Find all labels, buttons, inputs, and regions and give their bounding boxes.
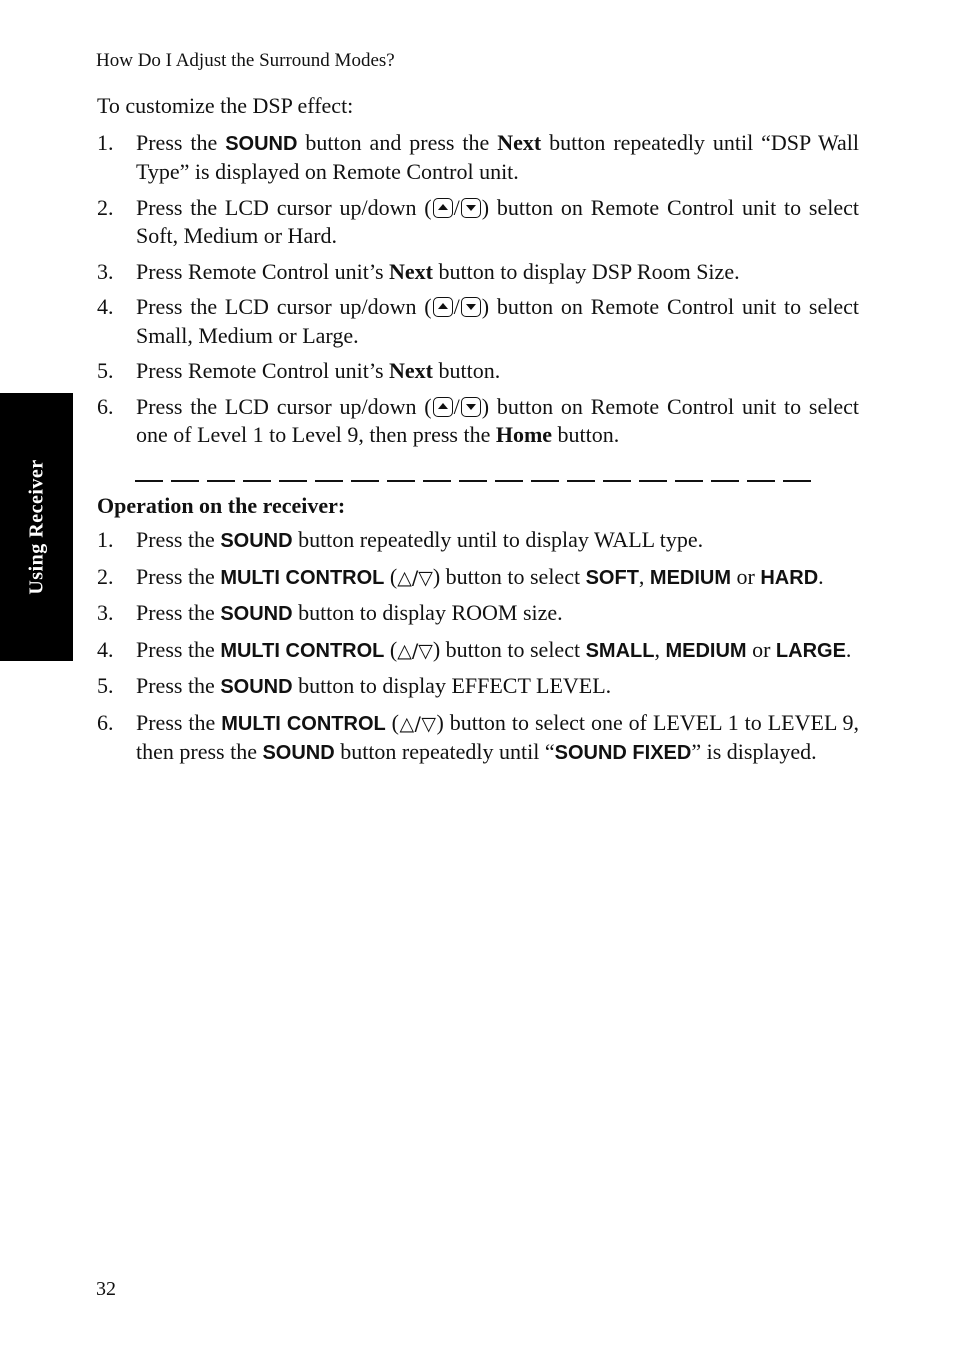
step-text: ) button to select	[432, 636, 586, 662]
step-text: /	[453, 194, 460, 220]
step-number: 4.	[97, 636, 114, 662]
step-text: Press the	[136, 129, 226, 155]
step-item	[97, 672, 859, 702]
step-number: 5.	[97, 358, 114, 383]
separator-dash	[783, 480, 811, 482]
separator-dash	[711, 480, 739, 482]
step-keyword: SOUND FIXED	[554, 742, 692, 764]
step-text: Press Remote Control unit’s	[136, 358, 389, 383]
step-number: 5.	[97, 673, 114, 698]
separator-dash	[639, 480, 667, 482]
step-item	[97, 129, 859, 187]
step-item	[97, 563, 859, 593]
side-tab-label: Using Receiver	[25, 459, 47, 595]
step-text: or	[746, 636, 776, 662]
separator-dash	[675, 480, 703, 482]
lcd-cursor-down-icon	[461, 397, 481, 417]
step-item	[97, 599, 859, 629]
step-keyword: Next	[389, 358, 433, 383]
step-text: Press the	[136, 600, 221, 625]
step-text: /	[453, 294, 460, 319]
step-item	[97, 357, 859, 386]
step-text: ,	[654, 636, 666, 662]
step-keyword: SOUND	[220, 530, 293, 552]
step-text: ,	[638, 563, 650, 589]
separator-dash	[531, 480, 559, 482]
step-keyword: Home	[495, 422, 553, 447]
step-text: Press the	[136, 527, 221, 552]
lcd-cursor-down-icon	[461, 198, 481, 218]
lcd-cursor-up-icon	[433, 198, 453, 218]
step-item	[97, 709, 859, 768]
step-number: 2.	[97, 194, 114, 220]
separator-dash	[135, 480, 163, 482]
receiver-steps	[97, 526, 859, 768]
step-keyword: △/▽	[397, 566, 433, 589]
step-text: button to display DSP Room Size.	[432, 258, 740, 284]
step-keyword: MULTI CONTROL	[220, 566, 385, 589]
step-item	[97, 258, 859, 287]
step-text: ) button to select one of LEVEL 1 to LEVEL 9, then press the	[136, 709, 860, 764]
step-keyword: HARD	[760, 566, 819, 589]
step-keyword: △/▽	[399, 712, 437, 735]
separator-dash	[279, 480, 307, 482]
lcd-cursor-up-icon	[433, 397, 453, 417]
step-item	[97, 393, 859, 450]
step-keyword: SOUND	[225, 132, 298, 155]
step-text: button repeatedly until “DSP Wall Type” is displayed on Remote Control unit.	[136, 129, 859, 184]
step-text: Press the LCD cursor up/down (	[136, 294, 432, 319]
step-text: button.	[552, 422, 620, 447]
step-text: Press the LCD cursor up/down (	[136, 194, 432, 220]
step-text: Press Remote Control unit’s	[136, 258, 389, 284]
step-item	[97, 526, 859, 556]
step-text: button to display ROOM size.	[292, 600, 563, 625]
step-text: (	[384, 563, 398, 589]
step-text: .	[845, 636, 852, 662]
step-text: button repeatedly until to display WALL type.	[292, 527, 704, 552]
step-text: (	[384, 636, 398, 662]
step-text: Press the	[136, 709, 222, 735]
step-number: 3.	[97, 258, 114, 284]
step-text: Press the	[136, 673, 221, 698]
step-number: 4.	[97, 294, 114, 319]
step-keyword: MULTI CONTROL	[221, 712, 386, 735]
step-text: button and press the	[297, 129, 498, 155]
step-item	[97, 636, 859, 666]
running-header: How Do I Adjust the Surround Modes?	[96, 50, 395, 71]
separator-dash	[603, 480, 631, 482]
step-text: /	[453, 393, 460, 419]
step-number: 1.	[97, 527, 114, 552]
step-keyword: Next	[389, 258, 433, 284]
step-keyword: MEDIUM	[649, 566, 732, 589]
step-number: 3.	[97, 600, 114, 625]
intro-text: To customize the DSP effect:	[97, 93, 354, 118]
step-number: 6.	[97, 393, 114, 419]
step-keyword: MULTI CONTROL	[220, 639, 385, 662]
step-keyword: SOUND	[220, 603, 293, 625]
step-text: ) button on Remote Control unit to select Soft, Medium or Hard.	[136, 194, 859, 248]
step-keyword: Next	[497, 129, 542, 155]
page-number: 32	[96, 1278, 116, 1300]
step-keyword: SOUND	[262, 742, 335, 764]
step-keyword: SOFT	[585, 566, 639, 589]
step-text: ” is displayed.	[691, 739, 817, 764]
step-text: button.	[432, 358, 501, 383]
separator-dash	[315, 480, 343, 482]
step-text: .	[818, 563, 824, 589]
step-keyword: MEDIUM	[665, 639, 747, 662]
remote-control-steps	[97, 129, 859, 450]
separator-dash	[243, 480, 271, 482]
separator-dash	[171, 480, 199, 482]
step-text: button repeatedly until “	[334, 739, 555, 764]
page-content	[97, 92, 859, 775]
separator-dash	[423, 480, 451, 482]
separator-dash	[567, 480, 595, 482]
section-separator	[135, 468, 859, 482]
step-text: Press the	[136, 563, 221, 589]
step-item	[97, 293, 859, 350]
separator-dash	[387, 480, 415, 482]
step-text: ) button on Remote Control unit to select one of Level 1 to Level 9, then press the	[136, 393, 859, 447]
step-keyword: △/▽	[397, 639, 433, 662]
step-keyword: LARGE	[775, 639, 846, 662]
step-text: button to display EFFECT LEVEL.	[292, 673, 612, 698]
step-number: 2.	[97, 563, 114, 589]
step-text: or	[731, 563, 761, 589]
separator-dash	[459, 480, 487, 482]
step-text: Press the LCD cursor up/down (	[136, 393, 432, 419]
step-keyword: SOUND	[220, 676, 293, 698]
separator-dash	[495, 480, 523, 482]
lcd-cursor-up-icon	[433, 297, 453, 317]
step-text: ) button on Remote Control unit to select Small, Medium or Large.	[136, 294, 859, 348]
step-number: 1.	[97, 129, 114, 155]
step-text: (	[385, 709, 400, 735]
step-text: ) button to select	[432, 563, 586, 589]
receiver-section-title: Operation on the receiver:	[97, 492, 346, 518]
separator-dash	[207, 480, 235, 482]
separator-dash	[747, 480, 775, 482]
separator-dash	[351, 480, 379, 482]
step-keyword: SMALL	[585, 639, 655, 662]
step-item	[97, 194, 859, 251]
step-text: Press the	[136, 636, 221, 662]
section-side-tab	[0, 393, 73, 661]
step-number: 6.	[97, 709, 114, 735]
lcd-cursor-down-icon	[461, 297, 481, 317]
